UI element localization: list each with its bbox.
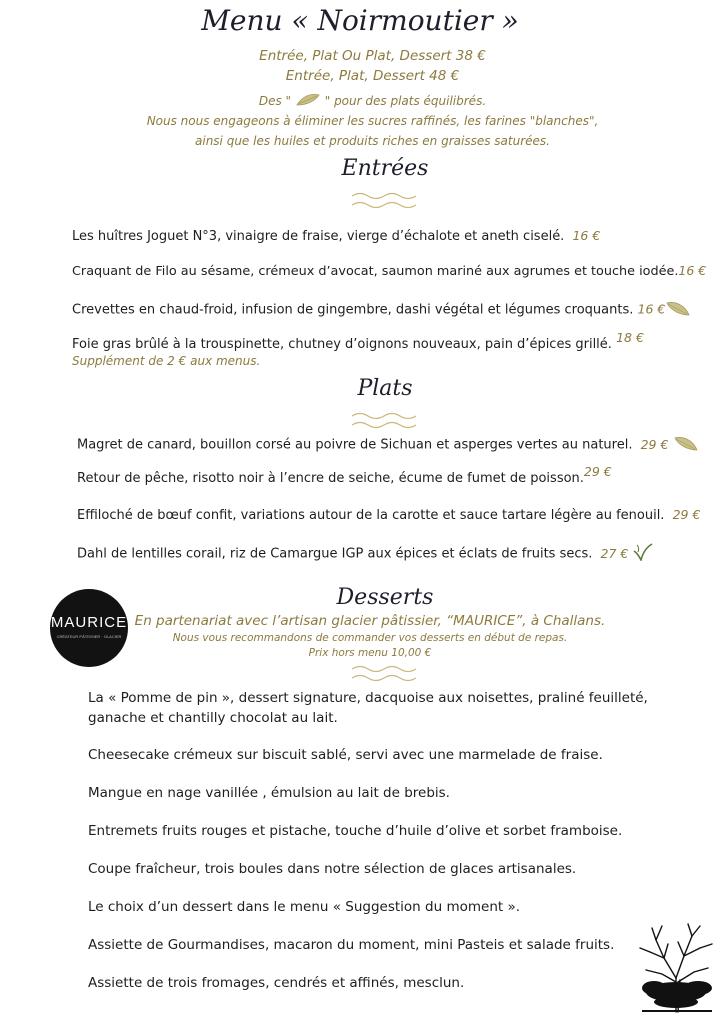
plat-price: 29 € [583,464,612,479]
logo-tagline: CRÉATEUR PÂTISSIER · GLACIER [56,634,122,639]
entree-price: 18 € [616,330,644,345]
plats-title: Plats [357,376,413,401]
plat-name: Effiloché de bœuf confit, variations autour de la carotte et sauce tartare légère au fenouil. [77,508,665,523]
plat-name: Dahl de lentilles corail, riz de Camargue IGP aux épices et éclats de fruits secs. [77,546,593,562]
wave-divider-icon [350,190,418,212]
dessert-item: Entremets fruits rouges et pistache, touche d’huile d’olive et sorbet framboise. [88,823,623,839]
entree-item [72,263,706,279]
entree-supplement: Supplément de 2 € aux menus. [72,354,261,368]
plat-item [77,507,700,523]
balanced-note [0,93,720,110]
entree-item [72,330,644,352]
plat-price: 29 € [672,507,701,522]
plat-name: Retour de pêche, risotto noir à l’encre de seiche, écume de fumet de poisson. [77,471,584,486]
logo-name: MAURICE [50,614,128,631]
dessert-item: Assiette de trois fromages, cendrés et affinés, mesclun. [88,975,465,991]
dessert-item: Coupe fraîcheur, trois boules dans notre sélection de glaces artisanales. [88,861,577,877]
formula-1: Entrée, Plat Ou Plat, Dessert 38 € [259,48,486,64]
entree-item [72,299,691,321]
leaf-icon [673,434,699,456]
entree-item [72,228,600,244]
plat-name: Magret de canard, bouillon corsé au poivre de Sichuan et asperges vertes au naturel. [77,437,633,453]
entree-name: Crevettes en chaud-froid, infusion de gingembre, dashi végétal et légumes croquants. [72,302,634,318]
dessert-line: La « Pomme de pin », dessert signature, dacquoise aux noisettes, praliné feuilleté, [88,690,648,706]
entree-name: Les huîtres Joguet N°3, vinaigre de fraise, vierge d’échalote et aneth ciselé. [72,229,565,244]
entrees-title: Entrées [341,156,429,181]
order-advice: Nous vous recommandons de commander vos desserts en début de repas. [172,632,568,644]
plat-price: 29 € [640,436,669,452]
dessert-item: Mangue en nage vanillée , émulsion au lait de brebis. [88,785,450,801]
tree-icon [634,918,718,1014]
dessert-item: Cheesecake crémeux sur biscuit sablé, servi avec une marmelade de fraise. [88,747,603,763]
entree-name: Craquant de Filo au sésame, crémeux d’avocat, saumon mariné aux agrumes et touche iodée. [72,264,679,279]
wave-divider-icon [350,410,418,432]
entree-price: 16 € [678,263,707,278]
desserts-title: Desserts [336,585,434,610]
dessert-price-note: Prix hors menu 10,00 € [308,647,432,659]
entree-price: 16 € [637,301,666,317]
leaf-icon [665,299,691,321]
entree-name: Foie gras brûlé à la trouspinette, chutney d’oignons nouveaux, pain d’épices grillé. [72,337,612,352]
partner-note: En partenariat avec l’artisan glacier pâtissier, “MAURICE”, à Challans. [134,613,606,629]
entree-price: 16 € [572,228,601,243]
balanced-note-prefix: Des " [258,94,292,108]
dessert-item [88,688,648,728]
dessert-line: ganache et chantilly chocolat au lait. [88,710,338,726]
commitment-line-1: Nous nous engageons à éliminer les sucres raffinés, les farines "blanches", [146,114,599,128]
dessert-item: Assiette de Gourmandises, macaron du moment, mini Pasteis et salade fruits. [88,937,615,953]
wave-divider-icon [350,664,418,684]
formula-2: Entrée, Plat, Dessert 48 € [285,68,460,84]
plat-item [77,434,699,456]
vegetarian-check-icon [633,543,653,565]
commitment-line-2: ainsi que les huiles et produits riches en graisses saturées. [195,134,550,148]
leaf-icon [295,93,321,110]
dessert-item: Le choix d’un dessert dans le menu « Suggestion du moment ». [88,899,521,915]
menu-title: Menu « Noirmoutier » [201,4,519,37]
plat-price: 27 € [600,545,629,561]
balanced-note-suffix: " pour des plats équilibrés. [324,94,487,108]
plat-item [77,464,612,486]
plat-item [77,543,653,565]
